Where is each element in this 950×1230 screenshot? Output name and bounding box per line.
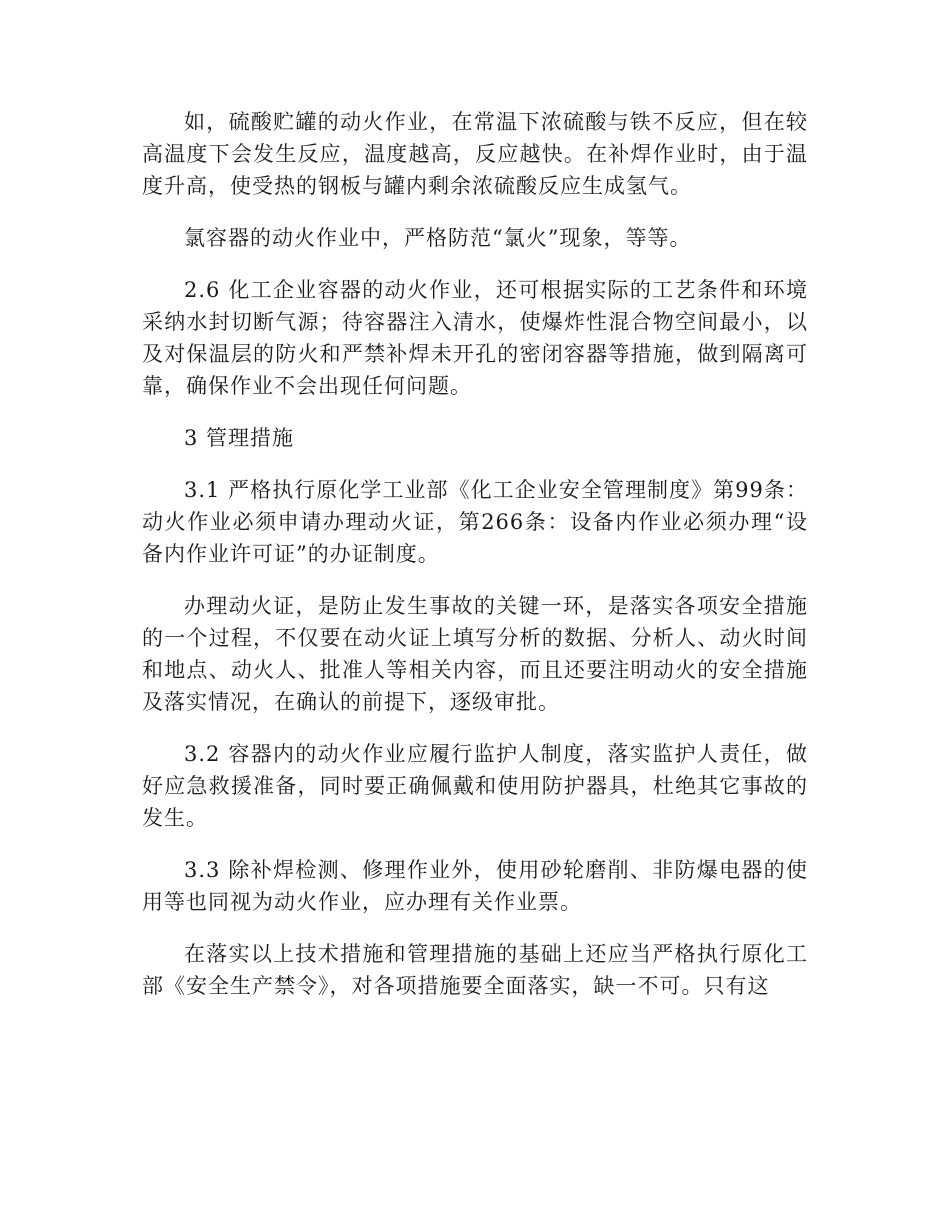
paragraph-section-2-6: 2.6 化工企业容器的动火作业，还可根据实际的工艺条件和环境采纳水封切断气源；待容器注入清水，使爆炸性混合物空间最小，以及对保温层的防火和严禁补焊未开孔的密闭容器等措施，做到隔离可靠，确保作业不会出现任何问题。 — [142, 278, 808, 398]
paragraph-section-3-2: 3.2 容器内的动火作业应履行监护人制度，落实监护人责任，做好应急救援准备，同时要正确佩戴和使用防护器具，杜绝其它事故的发生。 — [142, 742, 808, 830]
paragraph-section-3-1: 3.1 严格执行原化学工业部《化工企业安全管理制度》第99条：动火作业必须申请办理动火证，第266条：设备内作业必须办理“设备内作业许可证”的办证制度。 — [142, 478, 808, 566]
paragraph-chlorine-container: 氯容器的动火作业中，严格防范“氯火”现象，等等。 — [184, 226, 692, 250]
paragraph-section-3-3: 3.3 除补焊检测、修理作业外，使用砂轮磨削、非防爆电器的使用等也同视为动火作业，应办理有关作业票。 — [142, 858, 808, 914]
section-heading-3: 3 管理措施 — [184, 426, 295, 450]
paragraph-fire-permit: 办理动火证，是防止发生事故的关键一环，是落实各项安全措施的一个过程，不仅要在动火证上填写分析的数据、分析人、动火时间和地点、动火人、批准人等相关内容，而且还要注明动火的安全措施及落实情况，在确认的前提下，逐级审批。 — [142, 594, 808, 714]
paragraph-safety-bans: 在落实以上技术措施和管理措施的基础上还应当严格执行原化工部《安全生产禁令》，对各项措施要全面落实，缺一不可。只有这 — [142, 942, 808, 998]
paragraph-sulfuric-tank: 如，硫酸贮罐的动火作业，在常温下浓硫酸与铁不反应，但在较高温度下会发生反应，温度越高，反应越快。在补焊作业时，由于温度升高，使受热的钢板与罐内剩余浓硫酸反应生成氢气。 — [142, 110, 808, 198]
document-page — [142, 106, 808, 1022]
